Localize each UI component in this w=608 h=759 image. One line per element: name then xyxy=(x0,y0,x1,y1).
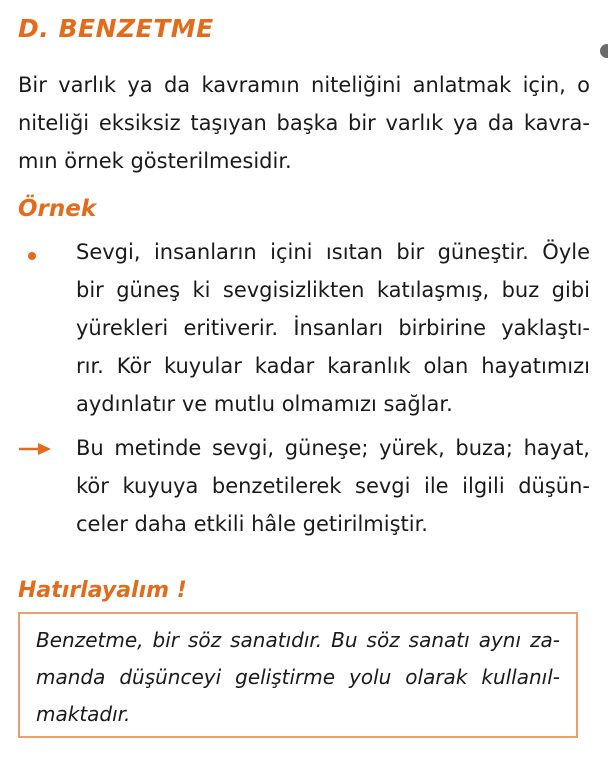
bullet-dot-icon xyxy=(28,252,36,260)
example-line: Sevgi, insanların içini ısıtan bir güneştir. Öyle xyxy=(76,240,590,264)
definition-paragraph xyxy=(18,66,590,180)
explanation-paragraph xyxy=(76,429,590,543)
page-edge-mark xyxy=(600,44,608,58)
explanation-line: celer daha etkili hâle getirilmiştir. xyxy=(76,512,428,536)
arrow-right-icon xyxy=(18,441,52,457)
definition-line: mın örnek gösterilmesidir. xyxy=(18,149,292,173)
example-paragraph xyxy=(76,233,590,423)
section-title: D. BENZETME xyxy=(18,14,214,43)
example-line: aydınlatır ve mutlu olmamızı sağlar. xyxy=(76,392,453,416)
example-line: rır. Kör kuyular kadar karanlık olan hayatımızı xyxy=(76,354,590,378)
reminder-line: Benzetme, bir söz sanatıdır. Bu söz sanatı aynı za- xyxy=(36,628,560,652)
reminder-heading: Hatırlayalım ! xyxy=(18,578,187,603)
explanation-line: kör kuyuya benzetilerek sevgi ile ilgili düşün- xyxy=(76,474,590,498)
reminder-text xyxy=(36,622,560,733)
reminder-box xyxy=(18,612,578,738)
example-heading: Örnek xyxy=(18,196,97,222)
definition-line: niteliği eksiksiz taşıyan başka bir varlık ya da kavra- xyxy=(18,111,590,135)
reminder-line: maktadır. xyxy=(36,702,131,726)
example-line: bir güneş ki sevgisizlikten katılaşmış, buz gibi xyxy=(76,278,590,302)
explanation-line: Bu metinde sevgi, güneşe; yürek, buza; hayat, xyxy=(76,436,590,460)
example-line: yürekleri eritiverir. İnsanları birbirine yaklaştı- xyxy=(76,316,590,340)
reminder-line: manda düşünceyi geliştirme yolu olarak kullanıl- xyxy=(36,665,560,689)
definition-line: Bir varlık ya da kavramın niteliğini anlatmak için, o xyxy=(18,73,590,97)
